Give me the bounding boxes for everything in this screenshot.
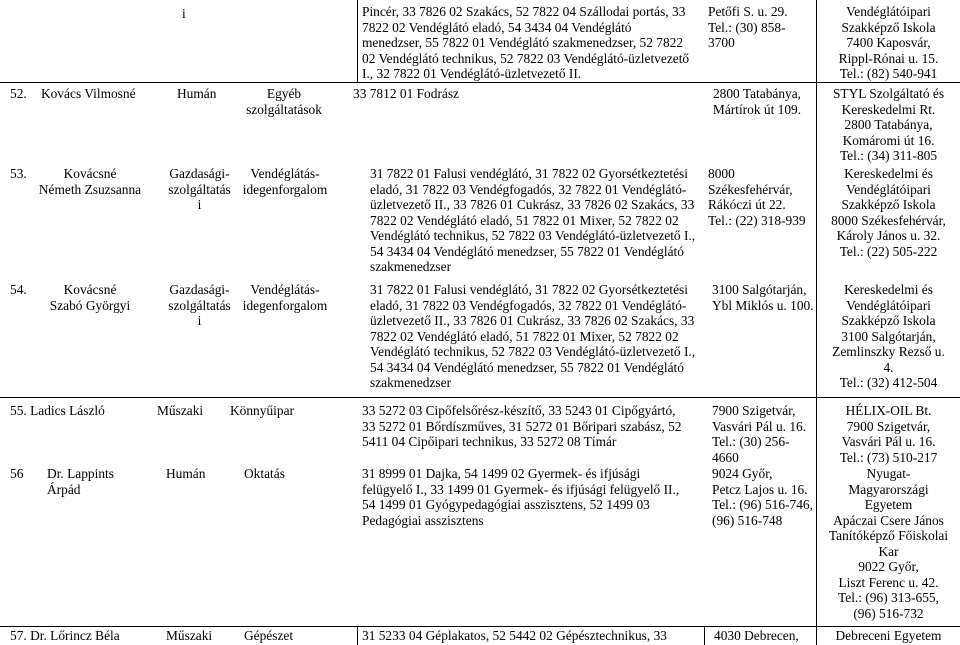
cell-number-name: 55. Ladics László — [10, 403, 105, 418]
cell-number-name: 57. Dr. Lőrincz Béla — [10, 628, 120, 643]
cell-partner: Nyugat- Magyarországi Egyetem Apáczai Csere János Tanítóképző Főiskolai Kar 9022 Győr, Liszt Ferenc u. 42. Tel.: (96) 313-655, (96) 516-732 — [828, 466, 949, 621]
cell-address: 2800 Tatabánya, Mártírok út 109. — [712, 86, 802, 117]
cell-name: Dr. Lappints Árpád — [47, 466, 114, 497]
cell-field: Műszaki — [157, 403, 204, 418]
cell-field: Humán — [177, 86, 217, 101]
cell-type: Vendéglátás- idegenforgalom — [242, 166, 328, 197]
cell-name: Kovács Vilmosné — [41, 86, 136, 101]
cell-type: i — [182, 6, 186, 21]
cell-address: 9024 Győr, Petcz Lajos u. 16. Tel.: (96) 516-746, (96) 516-748 — [712, 466, 813, 528]
column-divider — [357, 626, 358, 645]
cell-partner: Kereskedelmi és Vendéglátóipari Szakképző Iskola 8000 Székesfehérvár, Károly János u. 32. Tel.: (22) 505-222 — [831, 166, 946, 259]
cell-type: Vendéglátás- idegenforgalom — [242, 282, 328, 313]
column-divider — [357, 0, 358, 82]
cell-partner: STYL Szolgáltató és Kereskedelmi Rt. 2800 Tatabánya, Komáromi út 16. Tel.: (34) 311-805 — [832, 86, 945, 163]
cell-type: Egyéb szolgáltatások — [246, 86, 322, 117]
cell-address: 4030 Debrecen, — [714, 628, 799, 643]
cell-name: Kovácsné Szabó Györgyi — [49, 282, 131, 313]
cell-number: 53. — [10, 166, 27, 181]
cell-address: 8000 Székesfehérvár, Rákóczi út 22. Tel.: (22) 318-939 — [708, 166, 806, 228]
cell-partner: Kereskedelmi és Vendéglátóipari Szakképző Iskola 3100 Salgótarján, Zemlinszky Rezső u. 4. Tel.: (32) 412-504 — [832, 282, 945, 390]
cell-qualification: 33 5272 03 Cipőfelsőrész-készítő, 33 5243 01 Cipőgyártó, 33 5272 01 Bőrdíszműves, 31 5272 01 Bőripari szabász, 52 5411 04 Cipőipari technikus, 33 5272 08 Tímár — [362, 403, 682, 449]
cell-field: Gazdasági- szolgáltatás i — [168, 166, 231, 212]
cell-partner: HÉLIX-OIL Bt. 7900 Szigetvár, Vasvári Pál u. 16. Tel.: (73) 510-217 — [839, 403, 938, 465]
cell-qualification: 31 7822 01 Falusi vendéglátó, 31 7822 02 Gyorsétkeztetési eladó, 31 7822 03 Vendégfogadós, 32 7822 01 Vendéglátó- üzletvezető II., 33 7826 01 Cukrász, 33 7826 02 Szakács, 33 7822 02 Vendéglátó eladó, 51 7822 01 Mixer, 52 7822 02 Vendéglátó technikus, 52 7822 03 Vendéglátó-üzletvezető I., 54 3434 04 Vendéglátó menedzser, 55 7822 01 Vendéglátó szakmenedzser — [370, 282, 696, 390]
cell-qualification: 33 7812 01 Fodrász — [353, 86, 460, 101]
cell-name: Kovácsné Németh Zsuzsanna — [38, 166, 142, 197]
cell-number: 52. — [10, 86, 27, 101]
cell-address: 7900 Szigetvár, Vasvári Pál u. 16. Tel.: (30) 256- 4660 — [712, 403, 807, 465]
cell-type: Könnyűipar — [230, 403, 294, 418]
cell-number: 56 — [10, 466, 24, 481]
cell-number: 54. — [10, 282, 27, 297]
cell-qualification: 31 8999 01 Dajka, 54 1499 02 Gyermek- és ifjúsági felügyelő I., 33 1499 01 Gyermek- és ifjúsági felügyelő II., 54 1499 01 Gyógypedagógiai asszisztens, 52 1499 03 Pedagógiai asszisztens — [362, 466, 680, 528]
cell-type: Oktatás — [244, 466, 285, 481]
cell-field: Humán — [166, 466, 206, 481]
cell-address: 3100 Salgótarján, Ybl Miklós u. 100. — [712, 282, 814, 313]
cell-type: Gépészet — [244, 628, 294, 643]
cell-address: Petőfi S. u. 29. Tel.: (30) 858- 3700 — [708, 4, 788, 50]
cell-qualification: 31 7822 01 Falusi vendéglátó, 31 7822 02 Gyorsétkeztetési eladó, 31 7822 03 Vendégfogadós, 32 7822 01 Vendéglátó- üzletvezető II., 33 7826 01 Cukrász, 33 7826 02 Szakács, 33 7822 02 Vendéglátó eladó, 51 7822 01 Mixer, 52 7822 02 Vendéglátó technikus, 52 7822 03 Vendéglátó-üzletvezető I., 54 3434 04 Vendéglátó menedzser, 55 7822 01 Vendéglátó szakmenedzser — [370, 166, 696, 274]
cell-qualification: 31 5233 04 Géplakatos, 52 5442 02 Gépésztechnikus, 33 — [362, 628, 667, 643]
cell-field: Műszaki — [166, 628, 213, 643]
cell-qualification: Pincér, 33 7826 02 Szakács, 52 7822 04 Szállodai portás, 33 7822 02 Vendéglátó eladó, 54 3434 04 Vendéglátó menedzser, 55 7822 01 Vendéglátó szakmenedzser, 52 7822 02 Vendéglátó technikus, 52 7822 03 Vendéglátó-üzletvezető I., 32 7822 01 Vendéglátó-üzletvezető II. — [362, 4, 690, 81]
column-divider — [704, 626, 705, 645]
cell-partner: Vendéglátóipari Szakképző Iskola 7400 Kaposvár, Rippl-Rónai u. 15. Tel.: (82) 540-941 — [838, 4, 939, 81]
cell-field: Gazdasági- szolgáltatás i — [168, 282, 231, 328]
cell-partner: Debreceni Egyetem — [835, 628, 942, 643]
